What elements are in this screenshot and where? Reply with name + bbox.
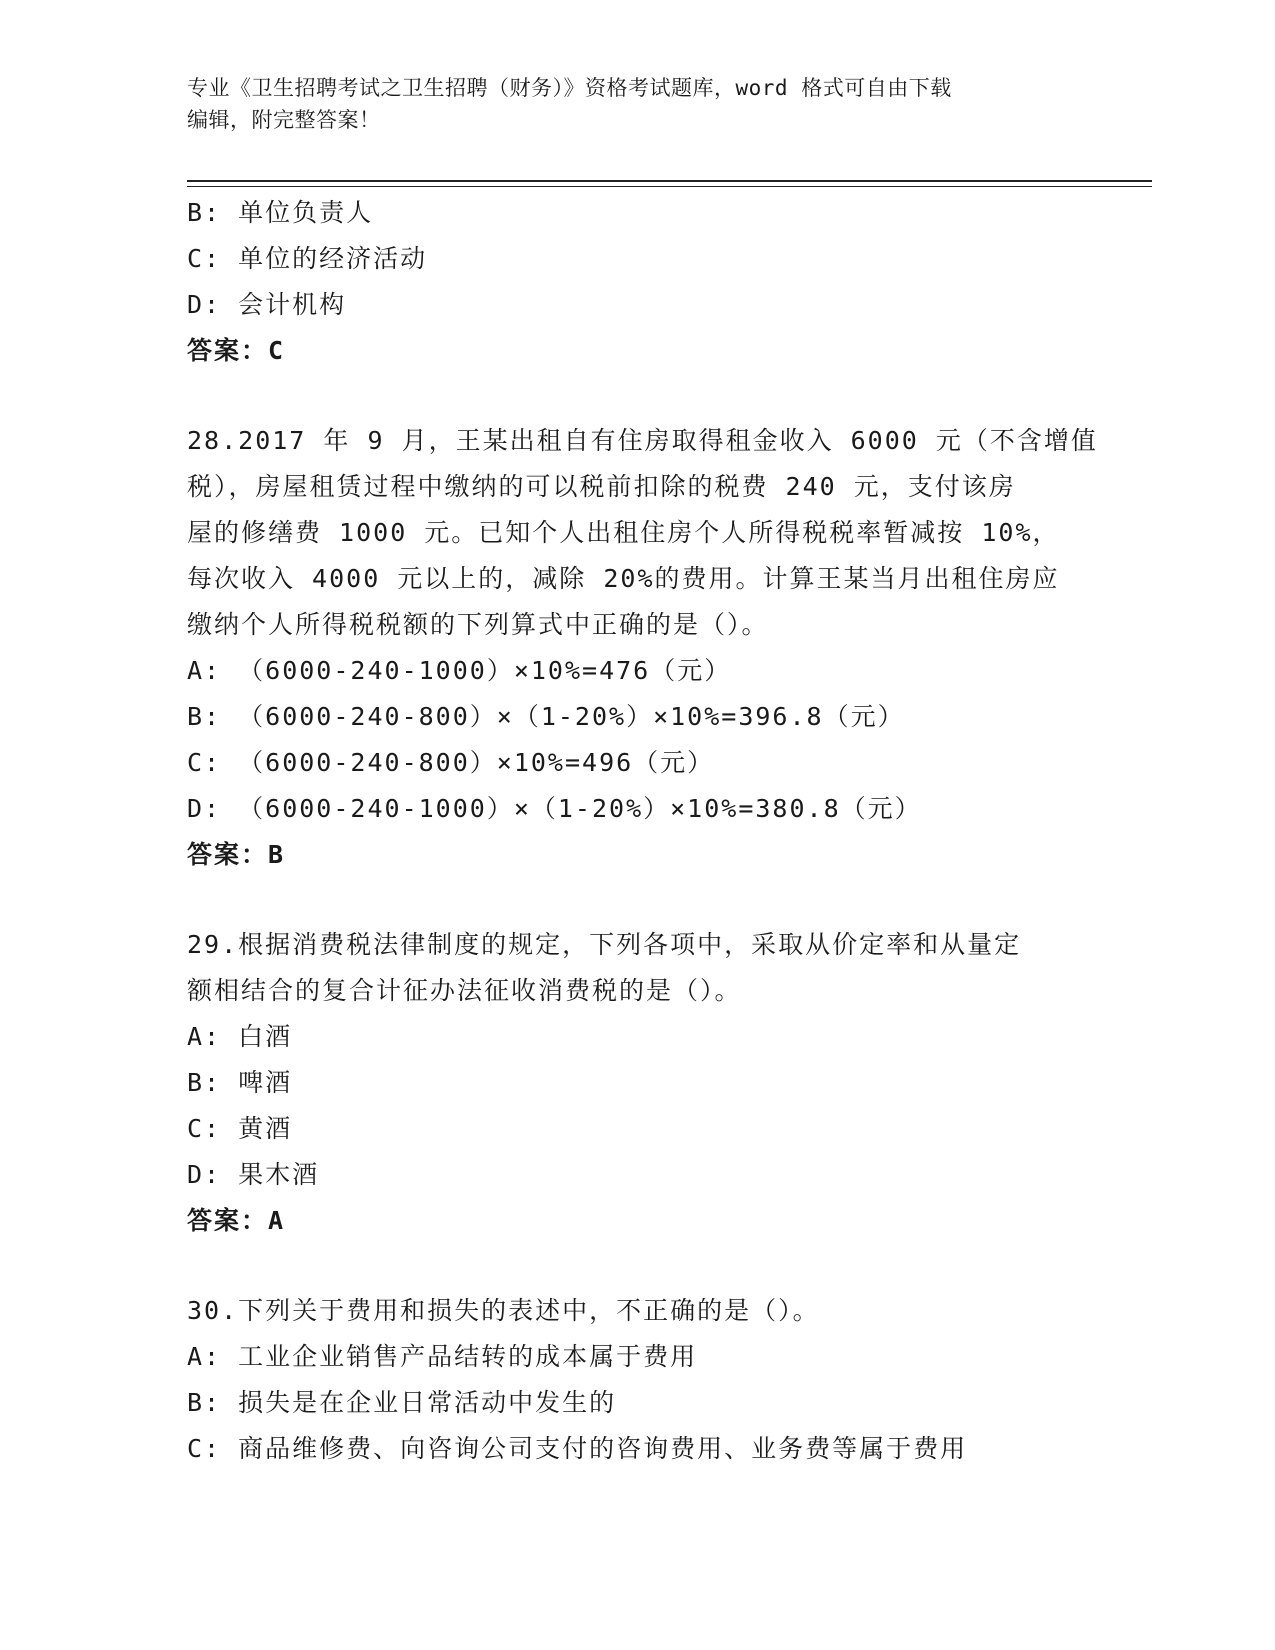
answer-label: 答案：C [187,336,286,365]
header-line: 编辑，附完整答案！ [187,108,381,132]
header-line: 专业《卫生招聘考试之卫生招聘（财务）》资格考试题库，word 格式可自由下载 [187,76,952,100]
option-a: A: 白酒 [187,1022,293,1051]
option-d: D: 会计机构 [187,290,347,319]
question-stem: 税），房屋租赁过程中缴纳的可以税前扣除的税费 240 元，支付该房 [187,472,1016,501]
header-divider [187,180,1152,182]
question-block [187,922,1087,1244]
question-stem: 缴纳个人所得税税额的下列算式中正确的是（）。 [187,610,769,639]
question-block [187,1288,1087,1472]
option-b: B: 单位负责人 [187,198,374,227]
question-stem: 屋的修缮费 1000 元。已知个人出租住房个人所得税税率暂减按 10%， [187,518,1060,547]
option-b: B: （6000-240-800）×（1-20%）×10%=396.8（元） [187,702,905,731]
option-a: A: 工业企业销售产品结转的成本属于费用 [187,1342,698,1371]
document-header [187,72,1087,136]
answer-label: 答案：A [187,1206,286,1235]
option-d: D: （6000-240-1000）×（1-20%）×10%=380.8（元） [187,794,922,823]
question-stem: 每次收入 4000 元以上的，减除 20%的费用。计算王某当月出租住房应 [187,564,1060,593]
question-list [187,190,1098,1472]
option-b: B: 损失是在企业日常活动中发生的 [187,1388,617,1417]
header-divider [187,186,1152,187]
question-block [187,418,1098,878]
question-stem: 29.根据消费税法律制度的规定，下列各项中，采取从价定率和从量定 [187,930,1022,959]
option-b: B: 啤酒 [187,1068,293,1097]
option-c: C: （6000-240-800）×10%=496（元） [187,748,715,777]
option-d: D: 果木酒 [187,1160,320,1189]
question-stem: 30.下列关于费用和损失的表述中，不正确的是（）。 [187,1296,820,1325]
option-a: A: （6000-240-1000）×10%=476（元） [187,656,732,685]
question-block [187,190,1087,374]
option-c: C: 商品维修费、向咨询公司支付的咨询费用、业务费等属于费用 [187,1434,968,1463]
question-stem: 28.2017 年 9 月，王某出租自有住房取得租金收入 6000 元（不含增值 [187,426,1098,455]
answer-label: 答案：B [187,840,286,869]
option-c: C: 黄酒 [187,1114,293,1143]
question-stem: 额相结合的复合计征办法征收消费税的是（）。 [187,976,742,1005]
option-c: C: 单位的经济活动 [187,244,428,273]
